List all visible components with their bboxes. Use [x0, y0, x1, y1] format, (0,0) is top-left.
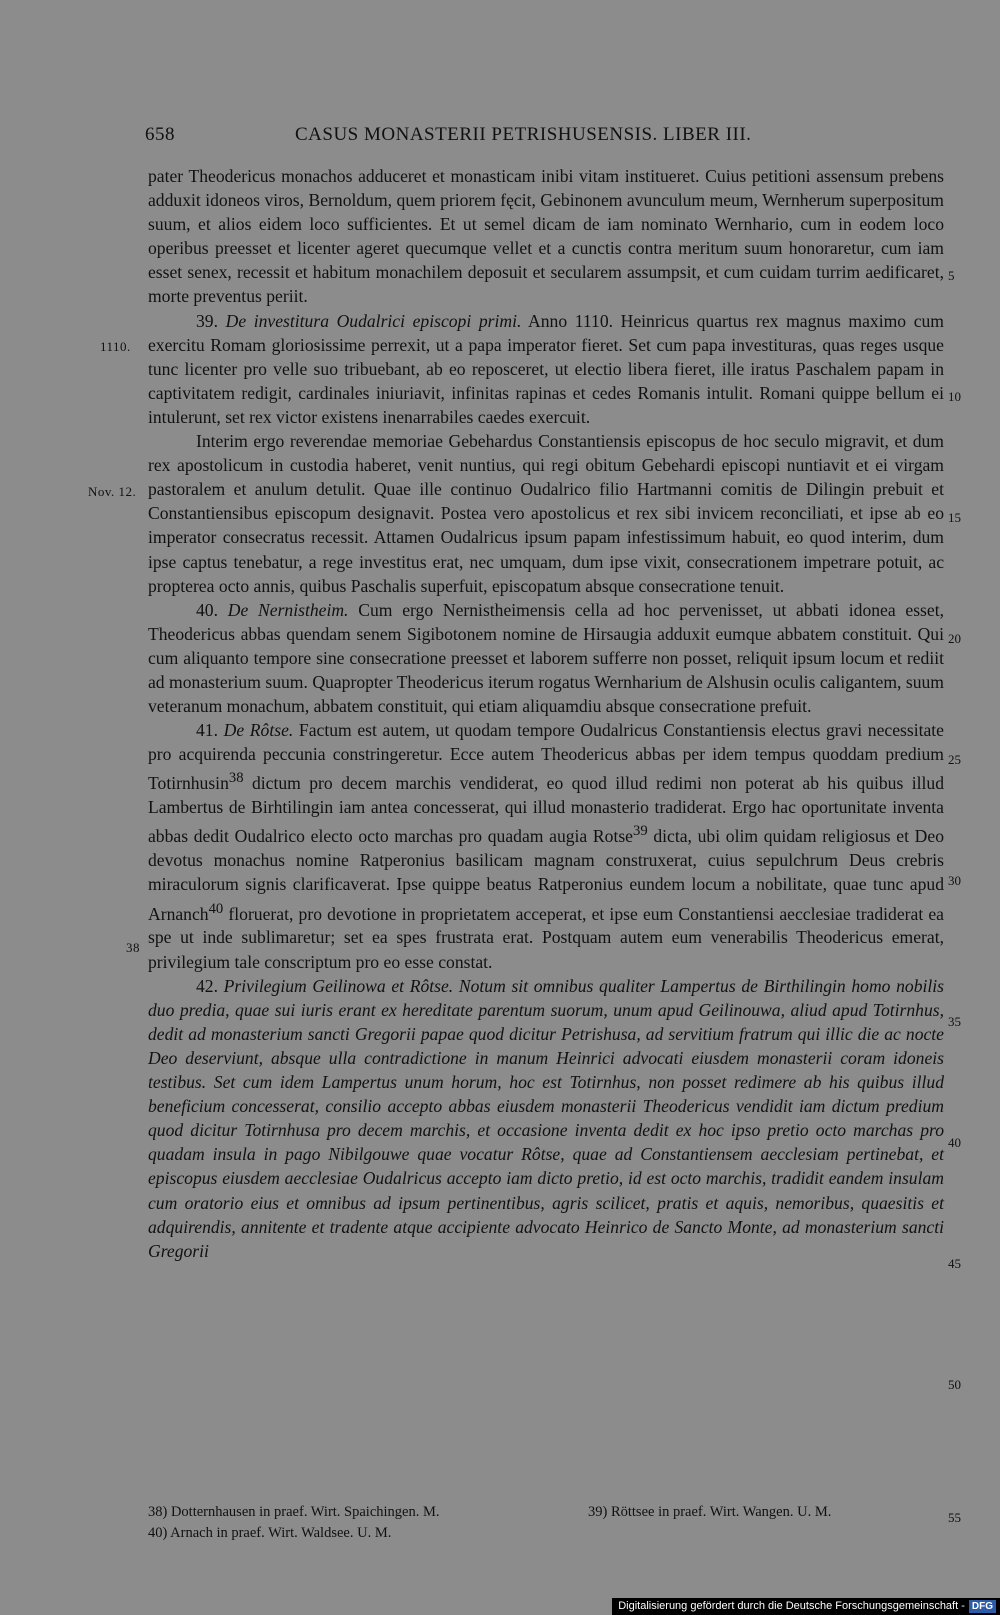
line-number: 5 [948, 268, 955, 283]
line-number: 30 [948, 873, 961, 888]
paragraph: Interim ergo reverendae memoriae Gebehardus Constantiensis episcopus de hoc seculo migravit, et dum rex apostolicum in custodia haberet, venit nuntius, qui regi obitum Gebehardi episcopi nuntiavit et ei virgam pastoralem et anulum detulit. Quae ille continuo Oudalrico filio Hartmanni comitis de Dilingin prebuit et Constantiensibus episcopum designavit. Postea vero apostolicus et rex sibi invicem reconciliati, et ipse ab eo imperator consecratus recessit. Attamen Oudalricus ipsum papam infestissimum habuit, eo quod interim, dum ipse captus tenebatur, a rege investitus erat, nec umquam, dum ipse vixit, consecrationem impetrare potuit, ac propterea octo annis, quibus Paschalis superfuit, episcopatum absque consecratione tenuit. [148, 431, 944, 596]
footnote-ref: 38 [228, 770, 244, 787]
section-text: Notum sit omnibus qualiter Lampertus de Birthilingin homo nobilis duo predia, quae sui iuris erant ex hereditate parentum suorum, unum apud Geilinouwa, aliud apud Totirnhus, dedit ad monasterium sancti Gregorii papae quod dicitur Petrishusa, ad servitium fratrum qui illic die ac nocte Deo deserviunt, absque ulla contradictione in manum Heinrici advocati eiusdem monasterii coram idoneis testibus. Set cum idem Lampertus unum horum, hoc est Totirnhus, non posset redimere ab his quibus illud beneficium concesserat, consilio accepto abbas eiusdem monasterii Theodericus vendidit iam dictum predium quod dicitur Totirnhusa pro decem marchis, et occasione inventa dedit ex hoc ipso pretio octo marchas pro quadam insula in pago Nibilgouwe quae vocatur Rôtse, quae ad Constantiensem aecclesiam pertinebat, et episcopus eiusdem aecclesiae Oudalricus accepto iam dicto pretio, id est octo marchis, tradidit eandem insulam cum oratorio eius et omnibus ad ipsum pertinentibus, agris scilicet, pratis et aquis, nemoribus, quaesitis et adquirendis, annitente et tradente atque accipiente advocato Heinrico de Sancto Monte, ad monasterium sancti Gregorii [148, 975, 945, 1261]
line-number: 15 [948, 510, 961, 525]
section-title: Privilegium Geilinowa et Rôtse. [223, 975, 454, 996]
page-number: 658 [145, 124, 175, 145]
paragraph-39 [148, 309, 944, 429]
footnote-38: 38) Dotternhausen in praef. Wirt. Spaichingen. M. [148, 1504, 440, 1520]
paragraph: pater Theodericus monachos adduceret et monasticam inibi vitam institueret. Cuius petitioni assensum prebens adduxit idoneos viros, Bernoldum, quem priorem fęcit, Gebinonem avunculum meum, Wernherum superpositum suum, et alios eidem loco sufficientes. Et ut semel dicam de iam nominato Wernhario, cum in eodem loco operibus preesset et licenter ageret quecumque vellet et a cunctis contra meritum suum honoraretur, cum iam esset senex, recessit et habitum monachilem deposuit et secularem assumpsit, et cum cuidam turrim aedificaret, morte preventus periit. [148, 166, 944, 307]
section-text: floruerat, pro devotione in proprietatem acceperat, et ipse eum Constantiensi aecclesiae tradiderat ea spe ut inde sublimaretur; set ea spes frustrata erat. Postquam autem eum venerabilis Theodericus emerat, privilegium tale conscriptum pro eo esse constat. [148, 903, 944, 972]
footnote-row [148, 1502, 948, 1523]
section-number: 40. [196, 599, 218, 620]
section-text: dictum pro decem marchis vendiderat, eo quod illud redimi non poterat ab his quibus illud Lambertus de Birhtilingin iam antea concesserat, qui illud monasterio tradiderat. Ergo hac oportunitate inventa abbas dedit Oudalrico electo octo marchas pro quadam augia Rotse [148, 773, 944, 847]
paragraph-41 [148, 718, 944, 974]
footnote-ref: 39 [633, 823, 648, 840]
section-title: De Rôtse. [223, 720, 294, 741]
footnote-39: 39) Röttsee in praef. Wirt. Wangen. U. M. [588, 1504, 832, 1520]
paragraph-42 [148, 974, 944, 1263]
margin-footnote-ref: 38 [126, 940, 140, 955]
line-number: 20 [948, 631, 961, 646]
section-title: De Nernistheim. [227, 599, 349, 620]
line-number: 25 [948, 752, 961, 767]
running-title: CASUS MONASTERII PETRISHUSENSIS. LIBER III. [295, 124, 752, 145]
line-number: 35 [948, 1014, 961, 1029]
funding-banner [612, 1598, 1000, 1615]
margin-year: 1110. [100, 339, 131, 354]
section-text: dicta, ubi olim quidam religiosus et Deo devotus monachus nomine Ratperonius basilicam magnam construxerat, cuius sepulchrum Deus crebris miraculorum signis clarificaverat. Ipse quippe beatus Ratperonius eundem locum a nobilitate, quae tunc apud Arnanch [148, 826, 944, 924]
paragraph-40 [148, 598, 944, 718]
main-text [148, 164, 944, 1263]
footnote-ref: 40 [208, 900, 224, 917]
section-number: 39. [196, 310, 218, 331]
footnote-40: 40) Arnach in praef. Wirt. Waldsee. U. M. [148, 1525, 392, 1541]
footnotes [148, 1502, 948, 1544]
section-text: Factum est autem, ut quodam tempore Oudalricus Constantiensis electus gravi necessitate pro acquirenda peccunia constringeretur. Ecce autem Theodericus abbas per idem tempus quoddam predium Totirnhusin [148, 720, 944, 794]
footnote-row [148, 1523, 948, 1544]
line-number: 40 [948, 1135, 961, 1150]
section-number: 42. [196, 975, 218, 996]
section-title: De investitura Oudalrici episcopi primi. [225, 310, 522, 331]
section-text: Anno 1110. Heinricus quartus rex magnus maximo cum exercitu Romam gloriosissime perrexit, ut a papa imperator fieret. Set cum papa investituras, quas reges usque tunc licenter pro velle suo tribuebant, ab eo reposceret, ut electio libera fieret, ille iratus Paschalem papam in captivitatem redigit, cardinales iniuriavit, infinitas rapinas et cedes Romanis intulit. Romani quippe bellum ei intulerunt, set rex victor existens inenarrabiles caedes exercuit. [148, 310, 944, 427]
funding-text: Digitalisierung gefördert durch die Deutsche Forschungsgemeinschaft - [618, 1600, 965, 1612]
margin-date: Nov. 12. [88, 484, 137, 499]
dfg-logo: DFG [969, 1600, 996, 1613]
line-number: 10 [948, 389, 961, 404]
line-number: 55 [948, 1510, 961, 1525]
section-text: Cum ergo Nernistheimensis cella ad hoc pervenisset, ut abbati idonea esset, Theodericus abbas quendam senem Sigibotonem nomine de Hirsaugia adduxit eumque abbatem constituit. Qui cum aliquanto tempore sine consecratione preesset et laborem sufferre non posset, reliquit ipsum locum et rediit ad monasterium suum. Quapropter Theodericus iterum rogatus Wernharium de Alshusin oculis caligantem, suum veteranum monachum, abbatem constituit, qui etiam aliquamdiu absque consecratione prefuit. [148, 599, 945, 717]
section-number: 41. [196, 720, 218, 741]
line-number: 50 [948, 1377, 961, 1392]
line-number: 45 [948, 1256, 961, 1271]
